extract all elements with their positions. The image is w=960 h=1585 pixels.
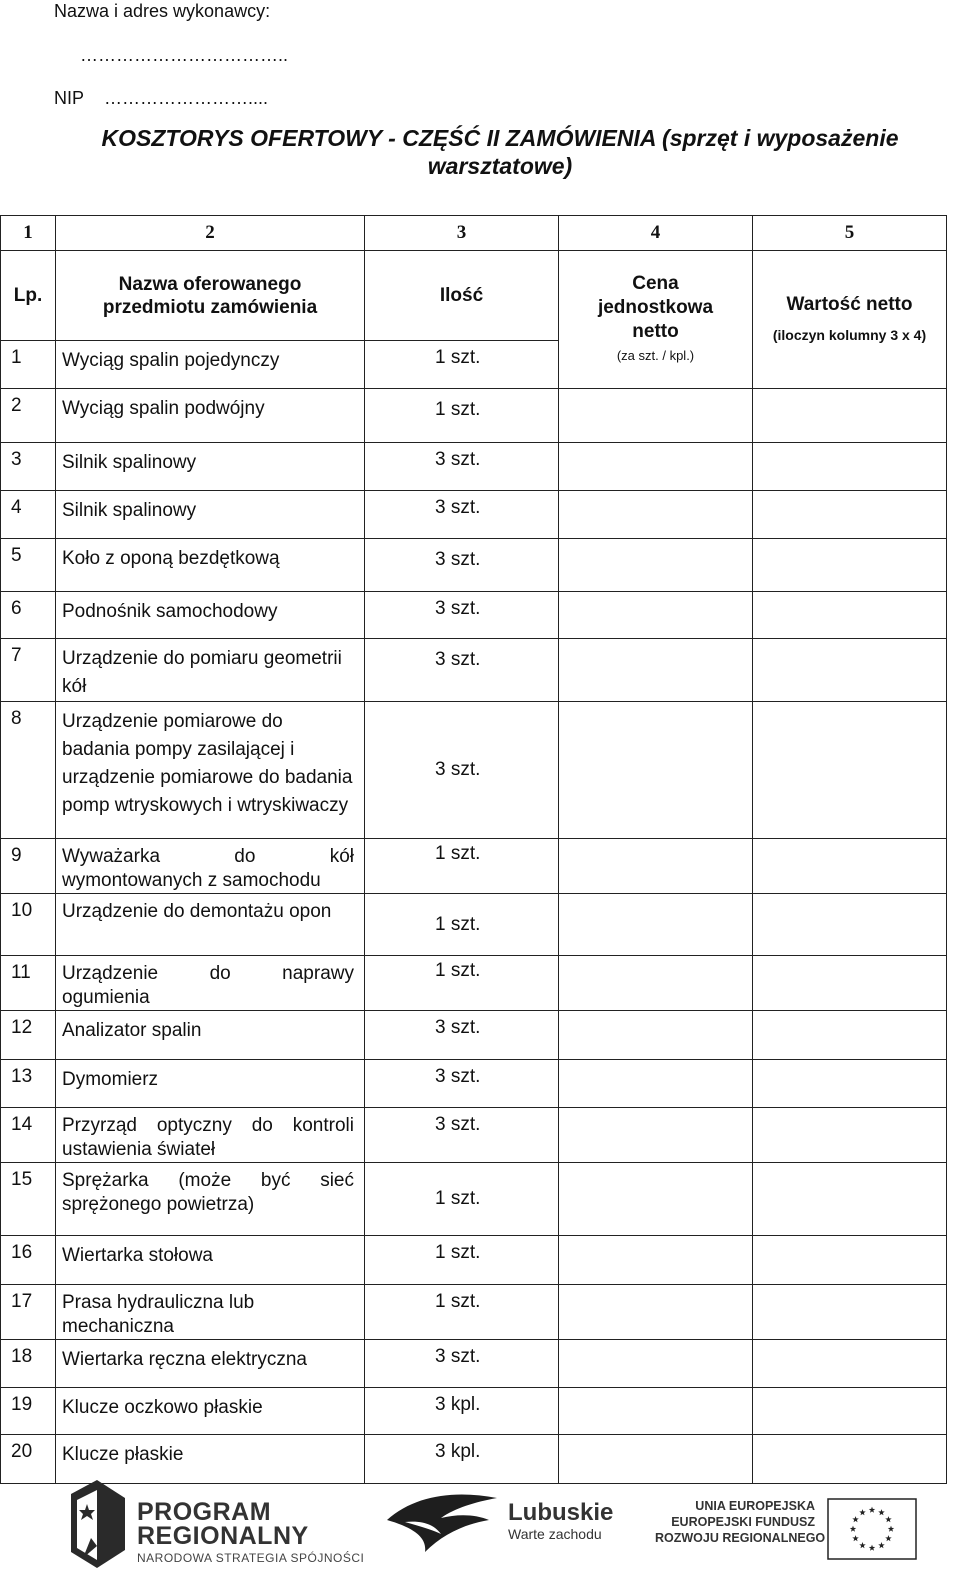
row-lp: 16 [1,1236,56,1285]
row-lp: 18 [1,1340,56,1388]
table-row [1,443,947,491]
header-lp: Lp. [1,251,56,341]
row-lp: 8 [1,702,56,839]
program-line-2: REGIONALNY [137,1522,309,1550]
row-value[interactable] [753,1340,947,1388]
program-line-3: NARODOWA STRATEGIA SPÓJNOŚCI [137,1551,365,1565]
header-price-note: (za szt. / kpl.) [616,347,695,363]
header-name: Nazwa oferowanego przedmiotu zamówienia [56,251,365,341]
row-value[interactable] [753,592,947,639]
row-qty: 1 szt. [365,1285,559,1340]
row-qty: 3 szt. [365,702,559,839]
eu-line-2: EUROPEJSKI FUNDUSZ [671,1515,815,1529]
eu-line-3: ROZWOJU REGIONALNEGO [655,1531,826,1545]
row-lp: 5 [1,539,56,592]
footer-logos [55,1478,925,1573]
row-name: Analizator spalin [56,1011,365,1060]
row-name: Podnośnik samochodowy [56,592,365,639]
table-row [1,1340,947,1388]
row-lp: 17 [1,1285,56,1340]
row-lp: 14 [1,1108,56,1163]
table-row [1,389,947,443]
row-qty: 1 szt. [365,894,559,956]
row-name: Klucze oczkowo płaskie [56,1388,365,1435]
row-lp: 12 [1,1011,56,1060]
row-lp: 3 [1,443,56,491]
table-row [1,1236,947,1285]
row-name: Silnik spalinowy [56,491,365,539]
nip-line [54,88,268,109]
row-value[interactable] [753,1236,947,1285]
row-qty: 1 szt. [365,1236,559,1285]
row-lp: 19 [1,1388,56,1435]
row-price[interactable] [559,443,753,491]
row-qty: 3 szt. [365,592,559,639]
row-qty: 1 szt. [365,956,559,1011]
row-qty: 1 szt. [365,1163,559,1236]
row-qty: 3 szt. [365,639,559,702]
row-name: Koło z oponą bezdętkową [56,539,365,592]
row-value[interactable] [753,1435,947,1484]
row-name: Urządzenie do demontażu opon [56,894,365,956]
row-name: Urządzenie do naprawy ogumienia [56,956,365,1011]
table-row [1,1060,947,1108]
table-row [1,639,947,702]
row-value[interactable] [753,443,947,491]
eu-text [655,1498,826,1546]
row-value[interactable] [753,639,947,702]
table-row [1,592,947,639]
row-qty: 1 szt. [365,389,559,443]
header-value-label: Wartość netto [786,293,913,315]
column-number: 1 [1,216,56,251]
column-number: 4 [559,216,753,251]
row-lp: 1 [1,341,56,389]
column-number-row [1,216,947,251]
row-qty: 3 szt. [365,1108,559,1163]
table-row [1,1285,947,1340]
row-qty: 3 szt. [365,1060,559,1108]
row-qty: 3 szt. [365,1011,559,1060]
title-line-2: warsztatowe) [427,153,573,179]
row-lp: 11 [1,956,56,1011]
row-price[interactable] [559,1285,753,1340]
header-price-label: Cena jednostkowa netto [597,272,714,342]
row-name: Urządzenie do pomiaru geometrii kół [56,639,365,702]
eu-flag-icon [827,1498,917,1560]
row-lp: 20 [1,1435,56,1484]
row-price[interactable] [559,592,753,639]
table-row [1,1435,947,1484]
row-name: Wyciąg spalin pojedynczy [56,341,365,389]
row-lp: 4 [1,491,56,539]
column-number: 3 [365,216,559,251]
table-row [1,956,947,1011]
row-name: Wiertarka ręczna elektryczna [56,1340,365,1388]
row-name: Wyciąg spalin podwójny [56,389,365,443]
lubuskie-name: Lubuskie [508,1499,614,1526]
row-price[interactable] [559,956,753,1011]
nip-dots: …………………….... [104,88,269,108]
table-row [1,894,947,956]
row-price[interactable] [559,539,753,592]
program-line-1: PROGRAM [137,1498,272,1526]
header-value [753,251,947,389]
row-value[interactable] [753,702,947,839]
row-price[interactable] [559,1340,753,1388]
row-price[interactable] [559,491,753,539]
program-regionalny-text [137,1500,364,1565]
row-name: Przyrząd optyczny do kontroli ustawienia świateł [56,1108,365,1163]
row-price[interactable] [559,1108,753,1163]
table-row [1,839,947,894]
row-price[interactable] [559,1435,753,1484]
header-row [1,251,947,341]
row-lp: 15 [1,1163,56,1236]
row-name: Sprężarka (może być sieć sprężonego powietrza) [56,1163,365,1236]
row-qty: 3 szt. [365,1340,559,1388]
row-lp: 6 [1,592,56,639]
row-price[interactable] [559,639,753,702]
row-value[interactable] [753,389,947,443]
table-row [1,1163,947,1236]
row-price[interactable] [559,702,753,839]
row-name: Klucze płaskie [56,1435,365,1484]
row-lp: 7 [1,639,56,702]
table-row [1,491,947,539]
program-regionalny-logo-icon [67,1480,129,1568]
cost-estimate-table [0,215,947,1484]
row-name: Urządzenie pomiarowe do badania pompy zasilającej i urządzenie pomiarowe do badania pomp wtryskowych i wtryskiwaczy [56,702,365,839]
row-qty: 3 szt. [365,443,559,491]
row-lp: 2 [1,389,56,443]
eu-line-1: UNIA EUROPEJSKA [695,1499,815,1513]
column-number: 2 [56,216,365,251]
row-qty: 3 szt. [365,491,559,539]
row-price[interactable] [559,1060,753,1108]
nip-label: NIP [54,88,85,108]
row-name: Dymomierz [56,1060,365,1108]
row-value[interactable] [753,1163,947,1236]
column-number: 5 [753,216,947,251]
lubuskie-slogan: Warte zachodu [508,1526,602,1542]
table-row [1,1108,947,1163]
row-value[interactable] [753,1285,947,1340]
row-value[interactable] [753,1388,947,1435]
row-qty: 1 szt. [365,839,559,894]
table-row [1,1011,947,1060]
row-value[interactable] [753,839,947,894]
lubuskie-text [508,1500,613,1542]
header-qty: Ilość [365,251,559,341]
row-name: Silnik spalinowy [56,443,365,491]
header-price [559,251,753,389]
row-name: Prasa hydrauliczna lub mechaniczna [56,1285,365,1340]
row-name: Wyważarka do kół wymontowanych z samochodu [56,839,365,894]
row-price[interactable] [559,1388,753,1435]
table-row [1,539,947,592]
row-value[interactable] [753,1108,947,1163]
row-qty: 1 szt. [365,341,559,389]
row-qty: 3 szt. [365,539,559,592]
row-price[interactable] [559,1163,753,1236]
row-lp: 9 [1,839,56,894]
row-lp: 10 [1,894,56,956]
row-name: Wiertarka stołowa [56,1236,365,1285]
row-value[interactable] [753,894,947,956]
row-value[interactable] [753,539,947,592]
row-qty: 3 kpl. [365,1388,559,1435]
row-price[interactable] [559,1011,753,1060]
row-price[interactable] [559,894,753,956]
row-value[interactable] [753,1060,947,1108]
table-row [1,702,947,839]
row-value[interactable] [753,956,947,1011]
row-lp: 13 [1,1060,56,1108]
row-price[interactable] [559,1236,753,1285]
table-row [1,1388,947,1435]
row-price[interactable] [559,389,753,443]
document-title [60,124,940,180]
contractor-dots: …………………………….. [80,45,289,65]
header-value-note: (iloczyn kolumny 3 x 4) [772,326,927,343]
row-qty: 3 kpl. [365,1435,559,1484]
row-value[interactable] [753,1011,947,1060]
row-price[interactable] [559,839,753,894]
lubuskie-bird-icon [385,1490,500,1555]
title-line-1: KOSZTORYS OFERTOWY - CZĘŚĆ II ZAMÓWIENIA (sprzęt i wyposażenie [101,125,899,151]
row-value[interactable] [753,491,947,539]
contractor-label: Nazwa i adres wykonawcy: [54,1,271,21]
